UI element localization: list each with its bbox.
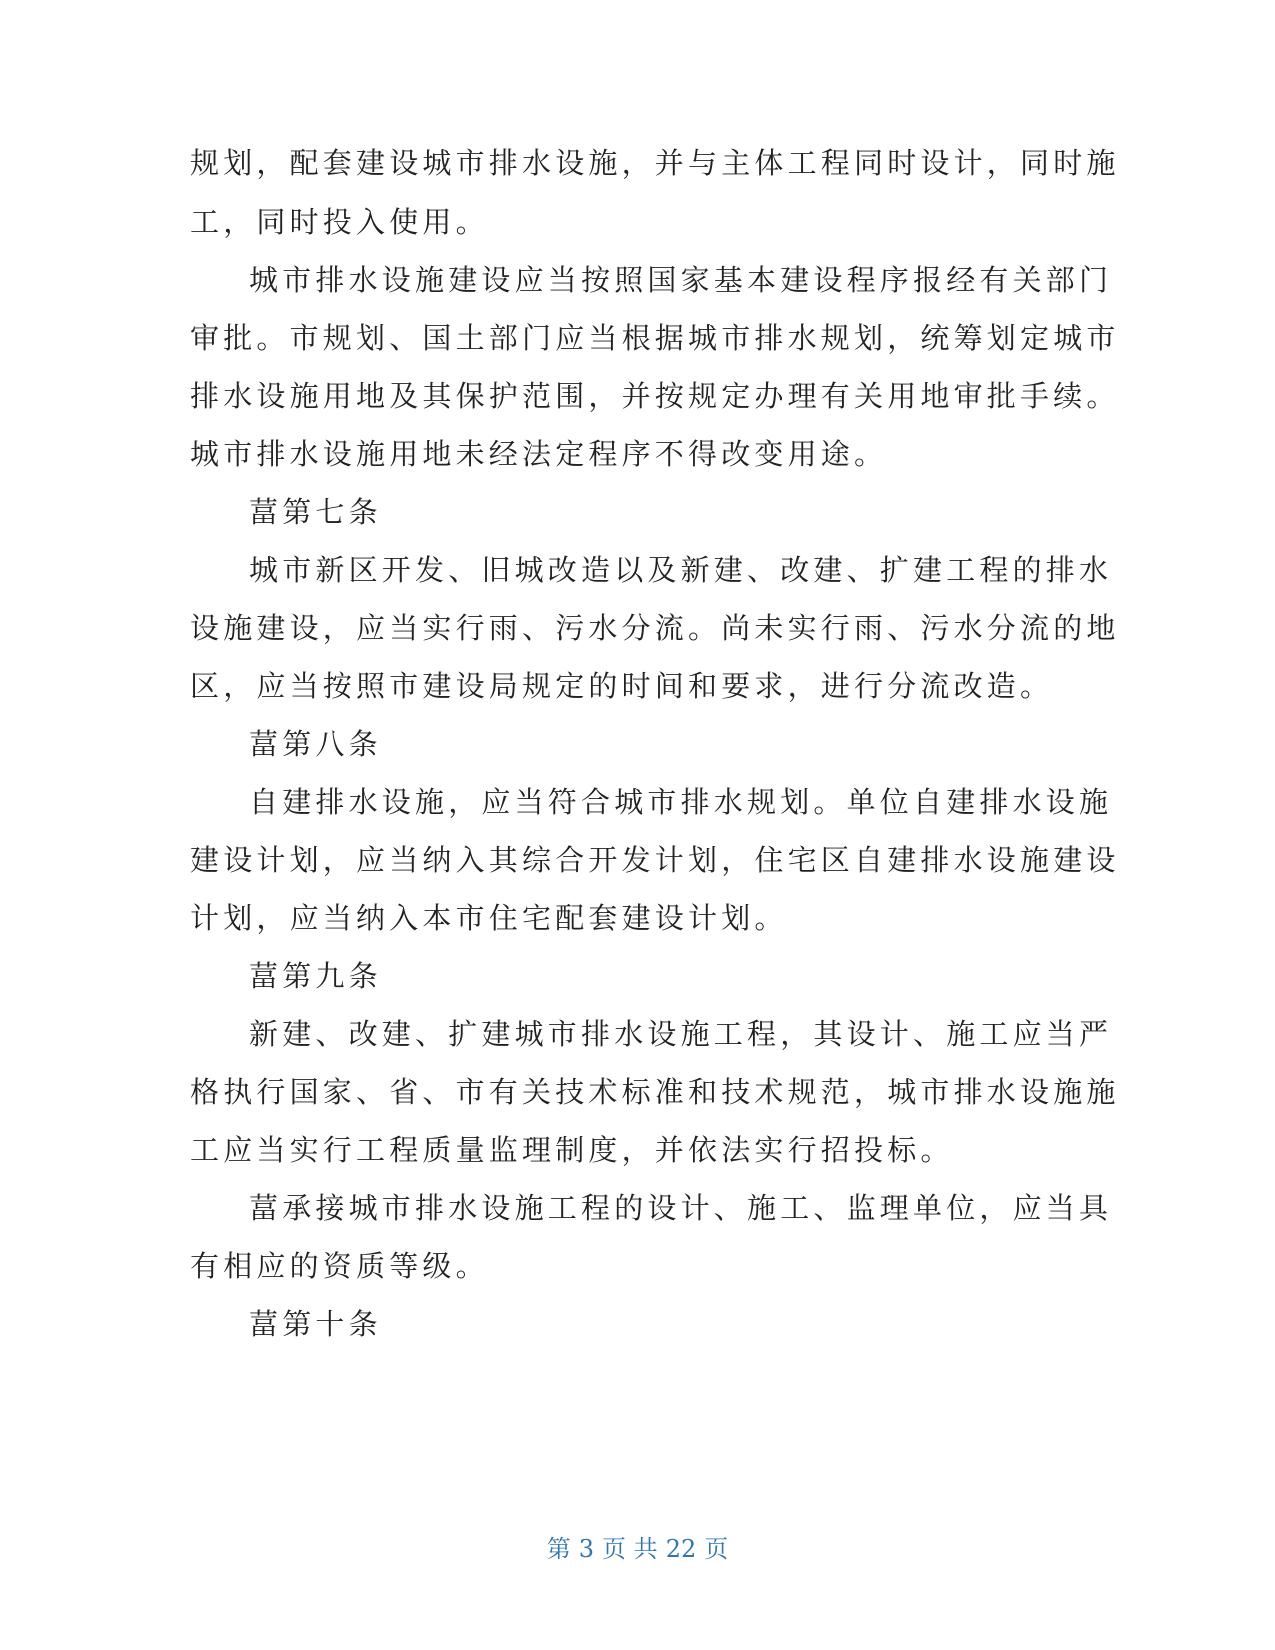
body-line: 设施建设，应当实行雨、污水分流。尚未实行雨、污水分流的地 xyxy=(190,611,1120,645)
footer-prefix: 第 xyxy=(546,1535,571,1563)
body-line: 新建、改建、扩建城市排水设施工程，其设计、施工应当严 xyxy=(249,1017,1113,1051)
body-line: 区，应当按照市建设局规定的时间和要求，进行分流改造。 xyxy=(190,669,1054,703)
body-line: 建设计划，应当纳入其综合开发计划，住宅区自建排水设施建设 xyxy=(190,843,1120,877)
body-line: 自建排水设施，应当符合城市排水规划。单位自建排水设施 xyxy=(249,785,1113,819)
body-line: 城市排水设施建设应当按照国家基本建设程序报经有关部门 xyxy=(249,263,1113,297)
article-heading: 葍第九条 xyxy=(249,959,382,993)
body-line: 排水设施用地及其保护范围，并按规定办理有关用地审批手续。 xyxy=(190,379,1120,413)
footer-suffix: 页 xyxy=(704,1535,729,1563)
body-line: 规划，配套建设城市排水设施，并与主体工程同时设计，同时施 xyxy=(190,146,1120,180)
article-heading: 葍第八条 xyxy=(249,727,382,761)
body-line: 葍承接城市排水设施工程的设计、施工、监理单位，应当具 xyxy=(249,1191,1113,1225)
page-footer xyxy=(0,1533,1275,1565)
footer-middle: 页 共 xyxy=(602,1535,658,1563)
current-page-number: 3 xyxy=(578,1535,595,1563)
article-heading: 葍第七条 xyxy=(249,495,382,529)
body-line: 计划，应当纳入本市住宅配套建设计划。 xyxy=(190,901,788,935)
article-heading: 葍第十条 xyxy=(249,1307,382,1341)
body-line: 城市排水设施用地未经法定程序不得改变用途。 xyxy=(190,437,888,471)
body-line: 工应当实行工程质量监理制度，并依法实行招投标。 xyxy=(190,1133,954,1167)
body-line: 审批。市规划、国土部门应当根据城市排水规划，统筹划定城市 xyxy=(190,321,1120,355)
body-line: 工，同时投入使用。 xyxy=(190,205,489,239)
body-line: 有相应的资质等级。 xyxy=(190,1249,489,1283)
body-line: 城市新区开发、旧城改造以及新建、改建、扩建工程的排水 xyxy=(249,553,1113,587)
total-page-count: 22 xyxy=(665,1535,697,1563)
body-line: 格执行国家、省、市有关技术标准和技术规范，城市排水设施施 xyxy=(190,1075,1120,1109)
